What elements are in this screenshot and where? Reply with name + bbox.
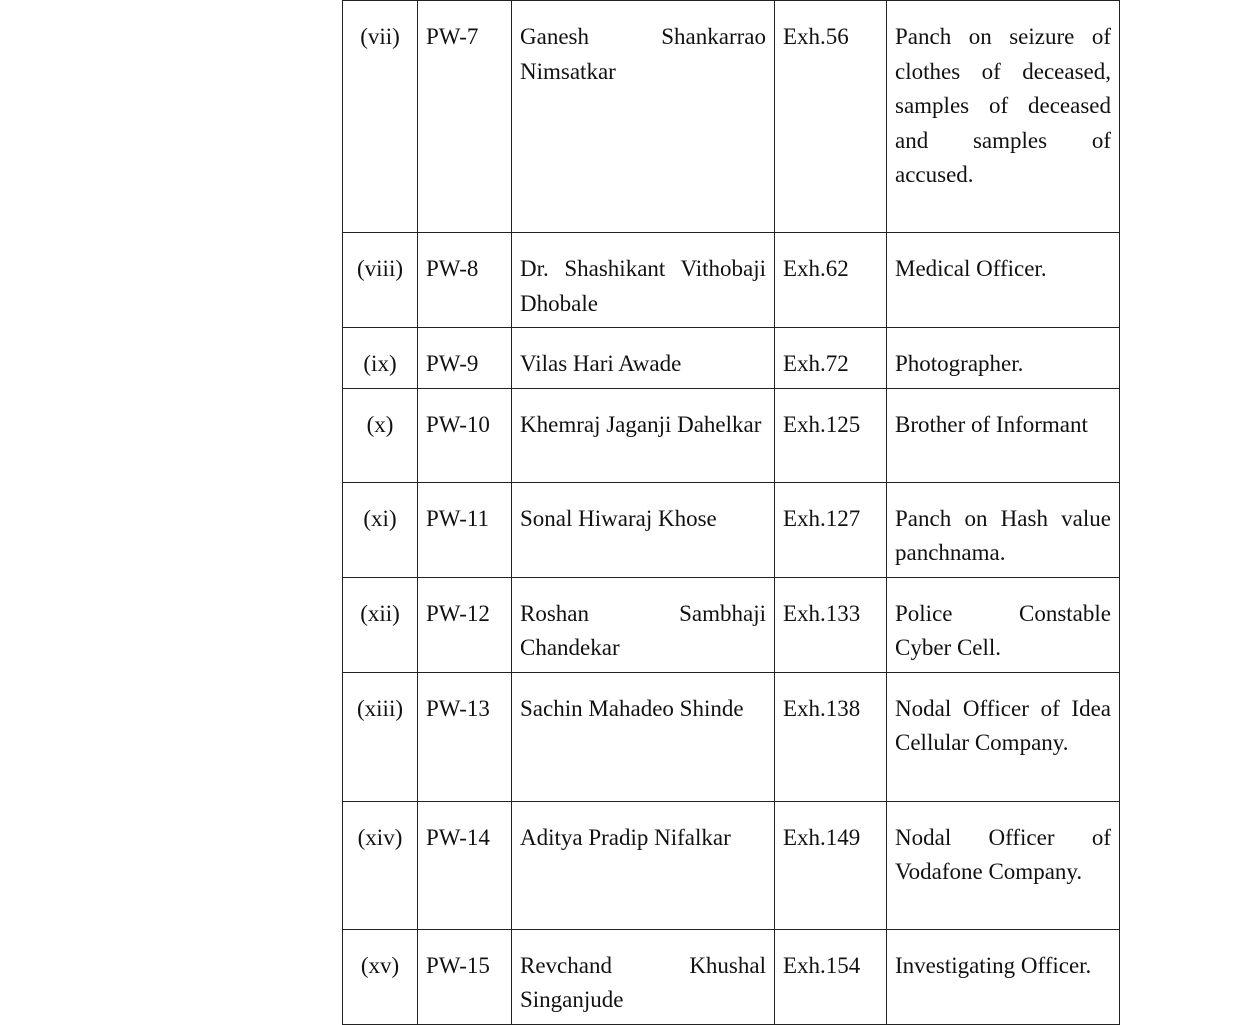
exhibit-number: Exh.127 (775, 482, 887, 577)
witness-id: PW-9 (418, 328, 512, 389)
witness-name: Aditya Pradip Nifalkar (512, 801, 775, 929)
witness-name: Khemraj Jaganji Dahelkar (512, 388, 775, 482)
witness-name: Sonal Hiwaraj Khose (512, 482, 775, 577)
witness-description: Investigating Officer. (887, 929, 1120, 1024)
exhibit-number: Exh.138 (775, 672, 887, 801)
table-row (343, 388, 1120, 482)
witness-description: Photographer. (887, 328, 1120, 389)
witness-name: Dr. Shashikant Vithobaji Dhobale (512, 233, 775, 328)
exhibit-number: Exh.72 (775, 328, 887, 389)
serial-number: (ix) (343, 328, 418, 389)
exhibit-number: Exh.56 (775, 1, 887, 233)
witness-name: Sachin Mahadeo Shinde (512, 672, 775, 801)
exhibit-number: Exh.154 (775, 929, 887, 1024)
exhibit-number: Exh.149 (775, 801, 887, 929)
witness-description: Medical Officer. (887, 233, 1120, 328)
serial-number: (xiv) (343, 801, 418, 929)
table-row (343, 1, 1120, 233)
table-row (343, 577, 1120, 672)
witness-id: PW-15 (418, 929, 512, 1024)
witness-description: Panch on seizure of clothes of deceased, samples of deceased and samples of accused. (887, 1, 1120, 233)
witness-id: PW-11 (418, 482, 512, 577)
table-row (343, 801, 1120, 929)
serial-number: (viii) (343, 233, 418, 328)
witness-description: Brother of Informant (887, 388, 1120, 482)
exhibit-number: Exh.125 (775, 388, 887, 482)
table-row (343, 482, 1120, 577)
table-row (343, 672, 1120, 801)
serial-number: (x) (343, 388, 418, 482)
serial-number: (vii) (343, 1, 418, 233)
table-row (343, 233, 1120, 328)
exhibit-number: Exh.62 (775, 233, 887, 328)
witness-description: Nodal Officer of Vodafone Company. (887, 801, 1120, 929)
witness-description: Police Constable Cyber Cell. (887, 577, 1120, 672)
witness-description: Nodal Officer of Idea Cellular Company. (887, 672, 1120, 801)
exhibit-number: Exh.133 (775, 577, 887, 672)
witness-id: PW-8 (418, 233, 512, 328)
serial-number: (xiii) (343, 672, 418, 801)
serial-number: (xi) (343, 482, 418, 577)
table-row (343, 929, 1120, 1024)
witness-id: PW-10 (418, 388, 512, 482)
serial-number: (xii) (343, 577, 418, 672)
witness-id: PW-13 (418, 672, 512, 801)
table-row (343, 328, 1120, 389)
witness-name: Vilas Hari Awade (512, 328, 775, 389)
witness-id: PW-12 (418, 577, 512, 672)
witness-id: PW-14 (418, 801, 512, 929)
witness-table (342, 0, 1120, 1025)
witness-name: Revchand Khushal Singanjude (512, 929, 775, 1024)
witness-name: Roshan Sambhaji Chandekar (512, 577, 775, 672)
serial-number: (xv) (343, 929, 418, 1024)
witness-name: Ganesh Shankarrao Nimsatkar (512, 1, 775, 233)
witness-description: Panch on Hash value panchnama. (887, 482, 1120, 577)
witness-id: PW-7 (418, 1, 512, 233)
